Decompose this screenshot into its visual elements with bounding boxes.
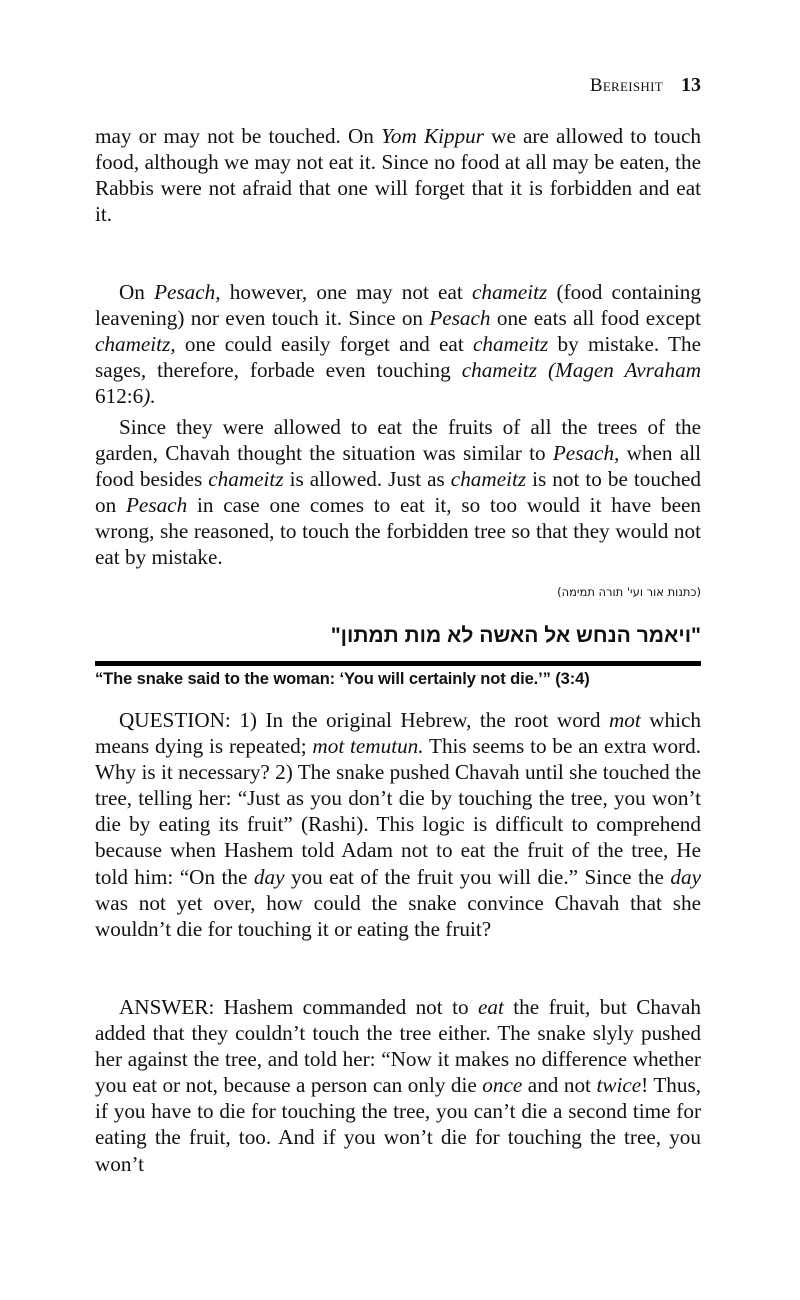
italic-term: twice [596,1073,642,1098]
hebrew-verse-heading: "ויאמר הנחש אל האשה לא מות תמתון" [330,624,701,647]
italic-term: eat [477,995,504,1019]
text-run: 612:6 [95,384,144,409]
text-run: which means dying is repeated; [95,708,701,759]
running-head-title: Bereishit [589,75,663,96]
text-run: ANSWER: Hashem commanded not to [119,995,478,1019]
italic-term: chameitz [472,332,549,357]
italic-term: chameitz [471,280,548,304]
text-run: however, one may not eat [220,280,472,304]
italic-term: Pesach, [154,280,221,304]
text-run: This seems to be an extra word. Why is it necessary? 2) The snake pushed Chavah until she touched the tree, telling her: “Just as you don’t die by touching the tree, you won’t die by eating its fruit” (Rashi). This logic is difficult to comprehend because when Hashem told Adam not to eat the fruit of the tree, He told him: “On the [95,734,701,889]
text-run: we are allowed to touch food, although we may not eat it. Since no food at all may be eaten, the Rabbis were not afraid that one will forget that it is forbidden and eat it. [95,124,701,227]
text-run: is allowed. Just as [283,467,451,492]
text-run: and not [522,1073,597,1098]
italic-term: chameitz [450,467,527,492]
italic-term: once [482,1073,523,1098]
paragraph-2 [95,279,701,409]
italic-term: Yom Kippur [381,124,484,148]
italic-term: day [670,864,701,889]
italic-term: Pesach [125,493,188,518]
italic-term: Pesach [429,306,491,331]
english-verse-heading: “The snake said to the woman: ‘You will certainly not die.’” (3:4) [95,670,590,688]
text-run: the fruit, but Chavah added that they couldn’t touch the tree either. The snake slyly pushed her against the tree, and told her: “Now it makes no difference whether you eat or not, because a person can only die [95,995,701,1098]
text-run: by mistake. The sages, therefore, forbade even touching [95,332,701,383]
text-run: On [119,280,155,304]
text-run: one could easily forget and eat [175,332,473,357]
text-run: QUESTION: 1) In the original Hebrew, the root word [119,708,609,732]
question-paragraph [95,707,701,942]
text-run: (food containing leavening) nor even touch it. Since on [95,280,701,331]
paragraph-1 [95,123,701,227]
heading-rule [95,661,701,666]
italic-term: ). [143,384,156,409]
text-run: Since they were allowed to eat the fruits of all the trees of the garden, Chavah thought the situation was similar to [95,415,701,466]
text-run: when all food besides [95,441,701,492]
source-citation: (כתנות אור ועי' תורה תמימה) [557,585,701,599]
italic-term: chameitz [208,467,284,492]
italic-term: chameitz (Magen Avraham [461,358,701,383]
text-run: in case one comes to eat it, so too would it have been wrong, she reasoned, to touch the forbidden tree so that they would not eat by mistake. [95,493,701,570]
italic-term: mot [608,708,641,732]
italic-term: mot temutun. [312,734,424,759]
answer-paragraph [95,994,701,1177]
text-run: may or may not be touched. On [95,124,382,148]
paragraph-3 [95,414,701,571]
text-run: ! Thus, if you have to die for touching the tree, you can’t die a second time for eating the fruit, too. And if you won’t die for touching the tree, you won’t [95,1073,701,1176]
running-head [590,74,701,97]
italic-term: day [253,864,285,889]
text-run: you eat of the fruit you will die.” Since the [284,864,671,889]
page-number: 13 [681,74,701,96]
italic-term: Pesach, [552,441,620,466]
text-run: was not yet over, how could the snake convince Chavah that she wouldn’t die for touching it or eating the fruit? [95,890,701,941]
text-run: one eats all food except [490,306,701,331]
italic-term: chameitz, [95,332,176,357]
text-run: is not to be touched on [95,467,701,518]
